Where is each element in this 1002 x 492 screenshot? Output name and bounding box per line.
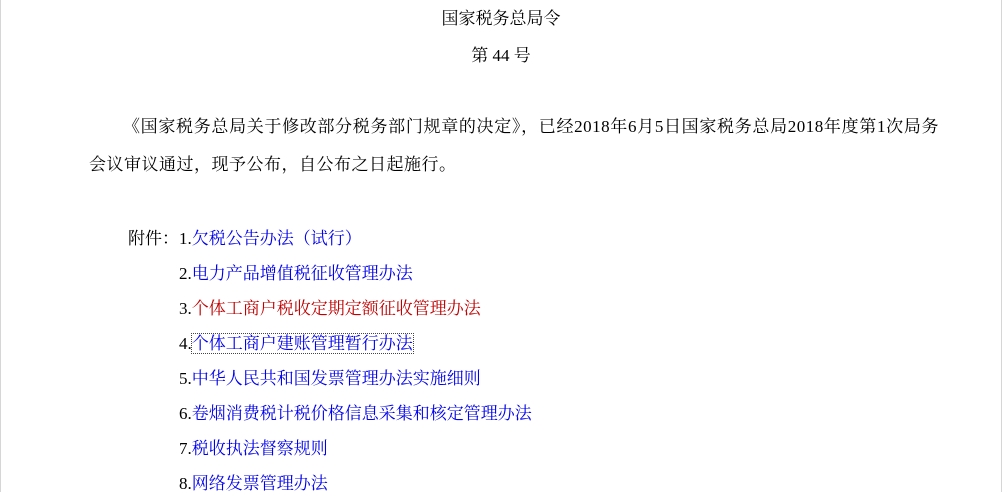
list-item xyxy=(128,431,1001,466)
attachment-link-5[interactable]: 中华人民共和国发票管理办法实施细则 xyxy=(191,369,481,388)
list-item xyxy=(128,361,1001,396)
list-item xyxy=(128,396,1001,431)
attachment-link-4[interactable]: 个体工商户建账管理暂行办法 xyxy=(191,334,413,353)
attachment-number: 3. xyxy=(179,299,192,318)
list-item xyxy=(128,291,1001,326)
list-item xyxy=(128,221,1001,256)
attachment-link-3[interactable]: 个体工商户税收定期定额征收管理办法 xyxy=(191,299,481,318)
attachment-link-7[interactable]: 税收执法督察规则 xyxy=(191,439,328,458)
attachment-number: 1. xyxy=(179,229,192,248)
attachment-link-8[interactable]: 网络发票管理办法 xyxy=(191,474,328,492)
document-title: 国家税务总局令 xyxy=(441,9,561,28)
attachment-number: 7. xyxy=(179,439,192,458)
attachment-number: 2. xyxy=(179,264,192,283)
order-number: 第 44 号 xyxy=(471,46,531,65)
attachment-number: 5. xyxy=(179,369,192,388)
attachments-list xyxy=(128,221,1001,492)
list-item xyxy=(128,466,1001,492)
attachment-link-6[interactable]: 卷烟消费税计税价格信息采集和核定管理办法 xyxy=(191,404,532,423)
attachments-label: 附件： xyxy=(128,229,179,248)
attachment-number: 8. xyxy=(179,474,192,492)
list-item xyxy=(128,326,1001,361)
decree-paragraph: 《国家税务总局关于修改部分税务部门规章的决定》，已经2018年6月5日国家税务总局2018年度第1次局务会议审议通过，现予公布，自公布之日起施行。 xyxy=(89,117,939,174)
attachment-link-2[interactable]: 电力产品增值税征收管理办法 xyxy=(191,264,413,283)
attachment-number: 4. xyxy=(179,334,192,353)
list-item xyxy=(128,256,1001,291)
attachment-number: 6. xyxy=(179,404,192,423)
attachment-link-1[interactable]: 欠税公告办法（试行） xyxy=(191,229,362,248)
